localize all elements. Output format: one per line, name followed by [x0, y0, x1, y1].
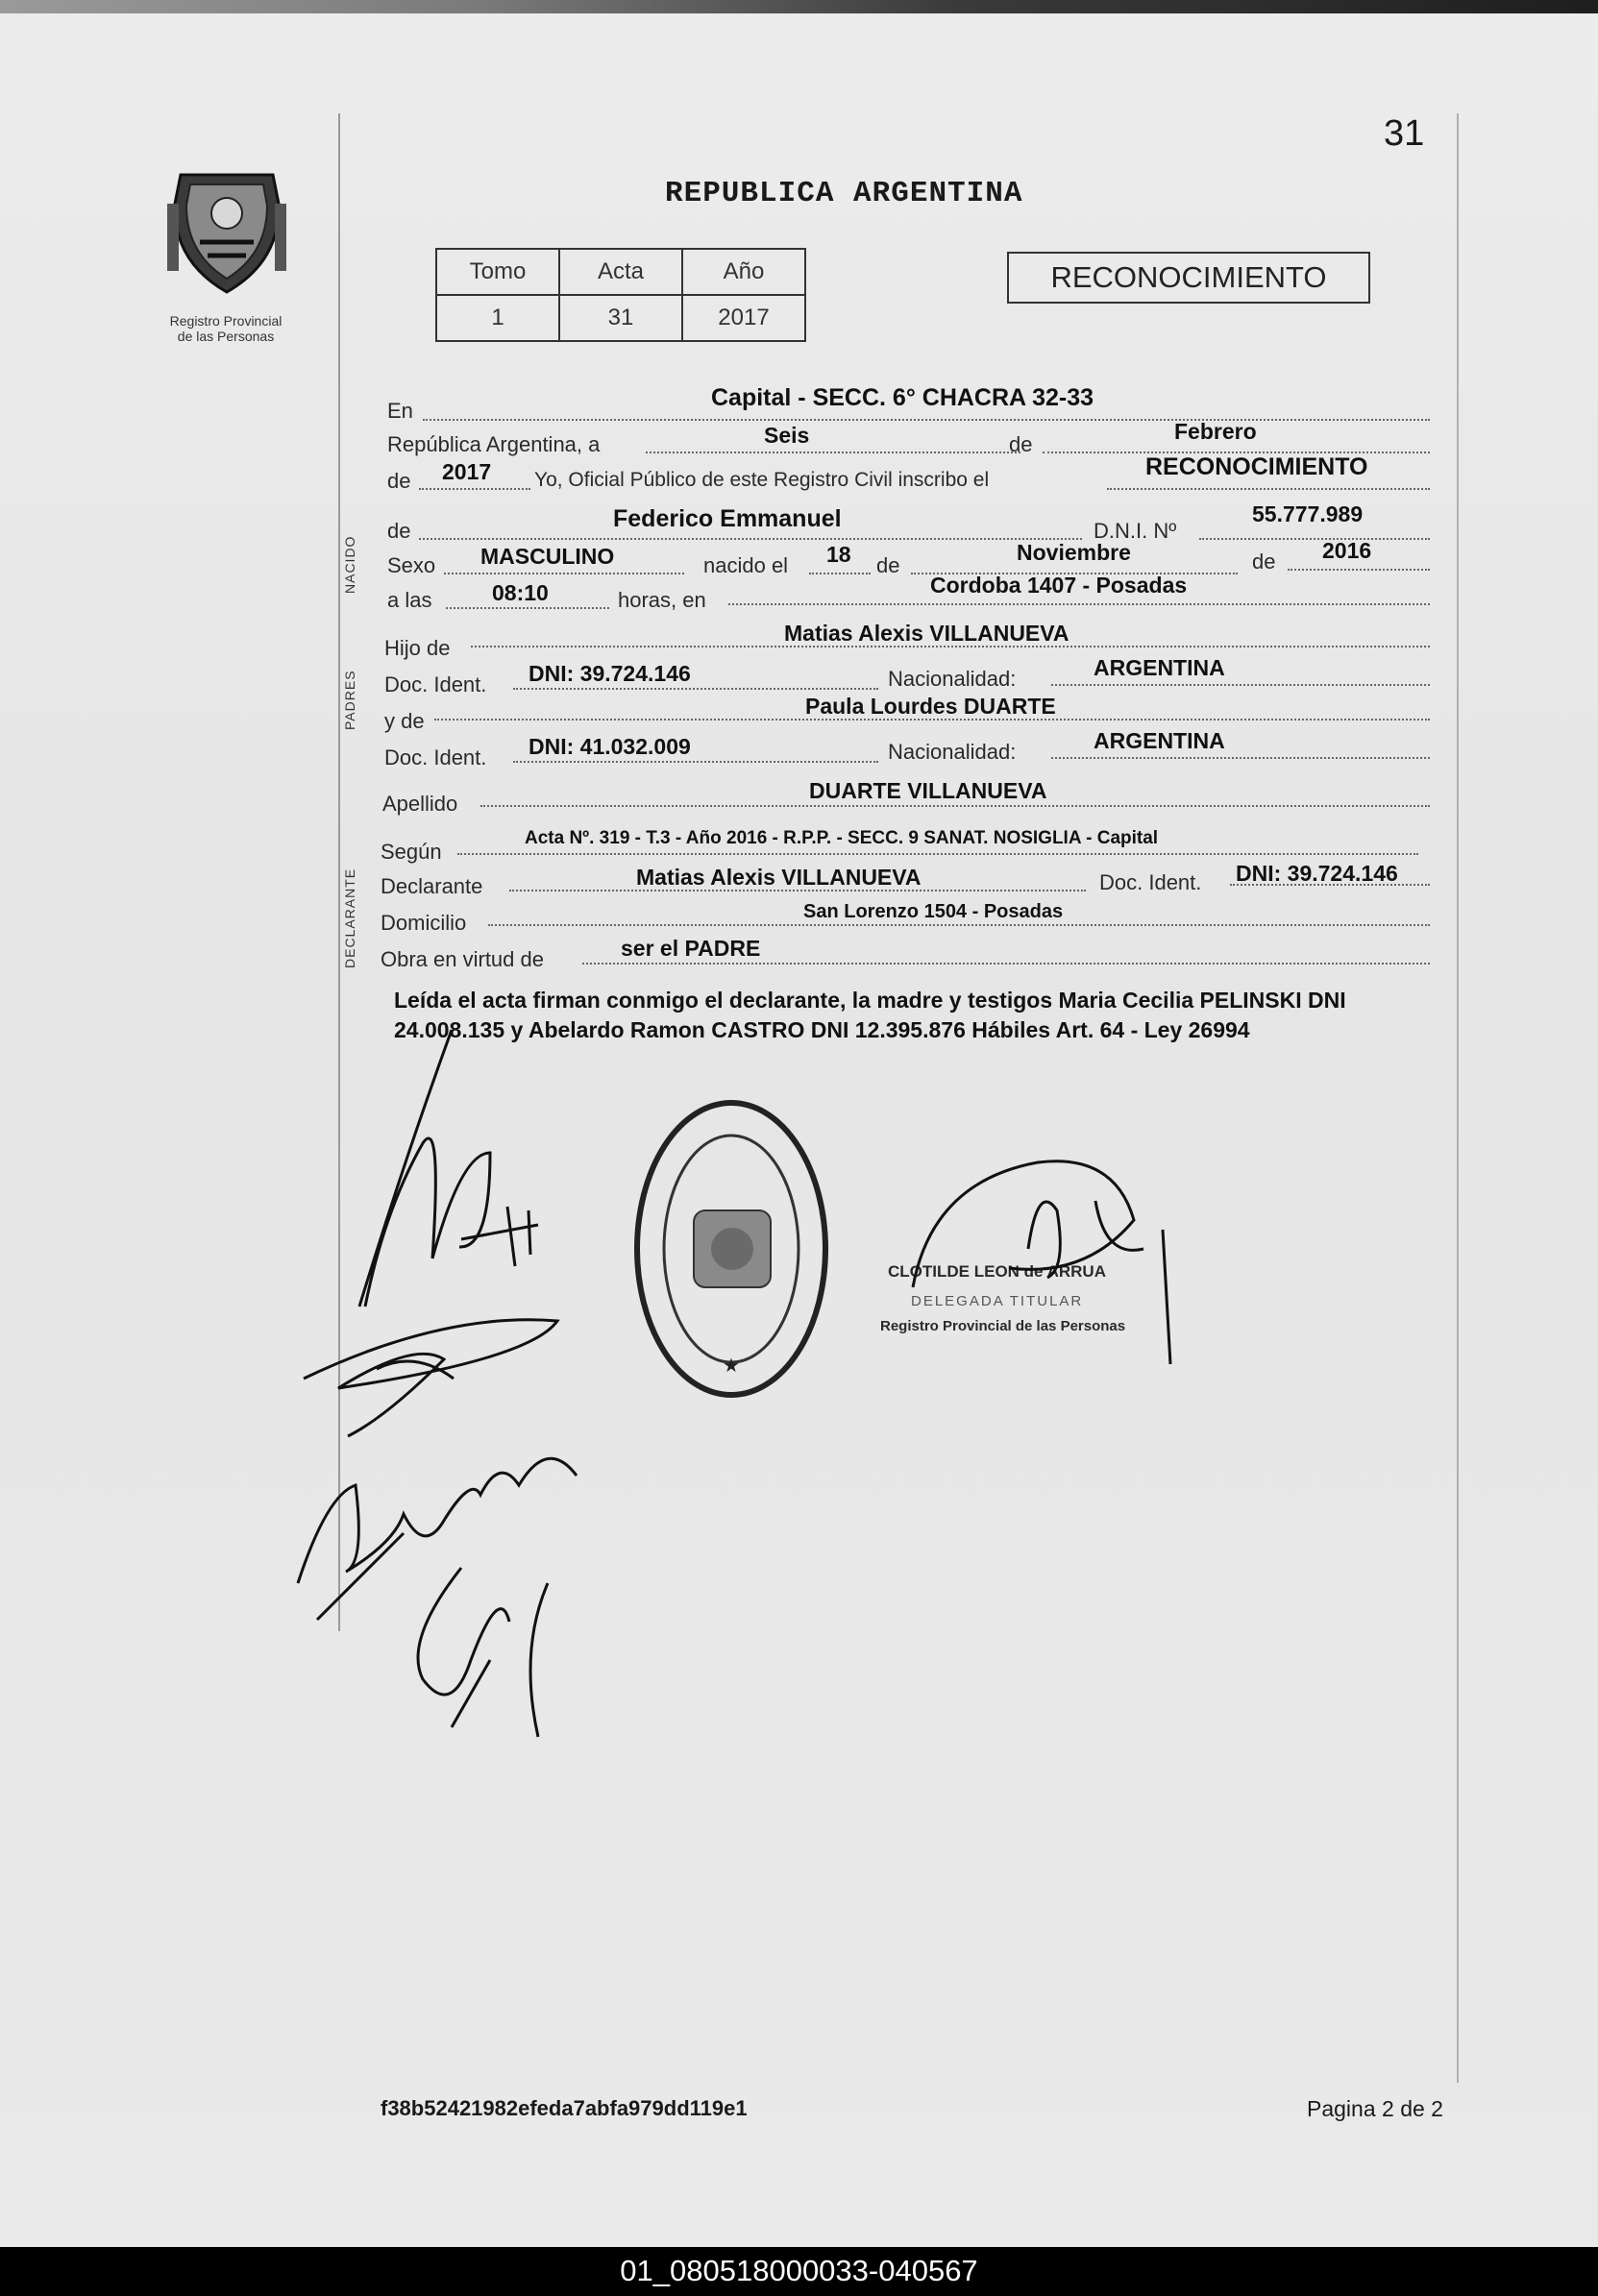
- tomo-header: Tomo: [436, 249, 559, 295]
- de-label-2: de: [387, 469, 411, 493]
- dotted-line: [728, 603, 1430, 605]
- dotted-line: [1107, 488, 1430, 490]
- file-code: 01_080518000033-040567: [620, 2254, 978, 2287]
- acta-header: Acta: [559, 249, 682, 295]
- registry-header-row: [436, 249, 805, 295]
- de-label-4: de: [876, 553, 900, 577]
- apellido-label: Apellido: [382, 792, 458, 816]
- obra-value: ser el PADRE: [621, 936, 761, 961]
- domicilio-label: Domicilio: [381, 911, 467, 935]
- y-de-label: y de: [384, 709, 425, 733]
- official-role: DELEGADA TITULAR: [911, 1293, 1084, 1309]
- declarante-doc-value: DNI: 39.724.146: [1236, 861, 1398, 886]
- anio-value: 2017: [682, 295, 805, 341]
- hour-value: 08:10: [492, 580, 549, 605]
- segun-label: Según: [381, 840, 442, 864]
- sexo-label: Sexo: [387, 553, 436, 577]
- yo-text: Yo, Oficial Público de este Registro Civil inscribo el: [534, 469, 990, 491]
- nacionalidad-label: Nacionalidad:: [888, 667, 1017, 691]
- dotted-line: [1199, 538, 1430, 540]
- de-label-3: de: [387, 519, 411, 543]
- document-title: REPUBLICA ARGENTINA: [665, 177, 1023, 210]
- anio-header: Año: [682, 249, 805, 295]
- dotted-line: [1288, 569, 1430, 571]
- birth-year-value: 2016: [1322, 538, 1372, 563]
- pagination: Pagina 2 de 2: [1307, 2096, 1443, 2121]
- padres-side-label: PADRES: [342, 670, 357, 730]
- mother-doc-value: DNI: 41.032.009: [529, 734, 691, 759]
- dotted-line: [646, 452, 1020, 453]
- father-nat-value: ARGENTINA: [1094, 655, 1225, 680]
- name-value: Federico Emmanuel: [613, 505, 842, 532]
- declarante-side-label: DECLARANTE: [342, 867, 357, 968]
- act-type-box: RECONOCIMIENTO: [1007, 252, 1370, 304]
- official-name: CLOTILDE LEON de ARRUA: [888, 1262, 1106, 1281]
- dni-label: D.N.I. Nº: [1094, 519, 1177, 543]
- domicilio-value: San Lorenzo 1504 - Posadas: [803, 901, 1064, 922]
- en-label: En: [387, 399, 413, 423]
- registry-stamp: [630, 1095, 832, 1403]
- doc-label: Doc. Ident.: [384, 672, 487, 696]
- declarante-value: Matias Alexis VILLANUEVA: [636, 865, 922, 890]
- seal-caption: Registro Provincial de las Personas: [169, 313, 283, 344]
- dotted-line: [513, 761, 878, 763]
- closing-statement: Leída el acta firman conmigo el declarante, la madre y testigos Maria Cecilia PELINSKI DNI 24.008.135 y Abelardo Ramon CASTRO DNI 12.395.876 Hábiles Art. 64 - Ley 26994: [394, 988, 1346, 1042]
- dotted-line: [419, 488, 530, 490]
- dotted-line: [1051, 684, 1430, 686]
- republica-label: República Argentina, a: [387, 432, 601, 456]
- dotted-line: [423, 419, 1430, 421]
- de-label: de: [1009, 432, 1033, 456]
- act-type-inline: RECONOCIMIENTO: [1145, 453, 1368, 480]
- registry-table: [435, 248, 806, 342]
- place-value: Capital - SECC. 6° CHACRA 32-33: [711, 384, 1094, 411]
- dotted-line: [457, 853, 1418, 855]
- surname-value: DUARTE VILLANUEVA: [809, 778, 1047, 803]
- month-value: Febrero: [1174, 419, 1257, 444]
- declarante-label: Declarante: [381, 874, 483, 898]
- declarante-signature: [346, 1018, 548, 1326]
- mother-nat-value: ARGENTINA: [1094, 728, 1225, 753]
- horas-label: horas, en: [618, 588, 706, 612]
- dni-value: 55.777.989: [1252, 501, 1364, 526]
- official-org: Registro Provincial de las Personas: [880, 1318, 1126, 1334]
- dotted-line: [1051, 757, 1430, 759]
- dotted-line: [419, 538, 1082, 540]
- doc-label-2: Doc. Ident.: [384, 745, 487, 769]
- mother-value: Paula Lourdes DUARTE: [805, 694, 1056, 719]
- nacionalidad-label-2: Nacionalidad:: [888, 740, 1017, 764]
- registry-value-row: [436, 295, 805, 341]
- declarante-doc-label: Doc. Ident.: [1099, 870, 1202, 894]
- svg-text:★: ★: [723, 1354, 740, 1377]
- dotted-line: [513, 688, 878, 690]
- segun-value: Acta Nº. 319 - T.3 - Año 2016 - R.P.P. - SECC. 9 SANAT. NOSIGLIA - Capital: [525, 828, 1159, 848]
- acta-value: 31: [559, 295, 682, 341]
- witness-signature-castro: [394, 1564, 586, 1737]
- dotted-line: [446, 607, 609, 609]
- dotted-line: [444, 573, 684, 574]
- nacido-label: nacido el: [703, 553, 789, 577]
- birth-month-value: Noviembre: [1017, 540, 1131, 565]
- dotted-line: [480, 805, 1430, 807]
- document-hash: f38b52421982efeda7abfa979dd119e1: [381, 2096, 748, 2120]
- provincial-seal-icon: [161, 165, 292, 298]
- page-number: 31: [1384, 113, 1425, 154]
- a-las-label: a las: [387, 588, 432, 612]
- father-value: Matias Alexis VILLANUEVA: [784, 621, 1069, 646]
- father-doc-value: DNI: 39.724.146: [529, 661, 691, 686]
- obra-label: Obra en virtud de: [381, 947, 544, 971]
- de-label-5: de: [1252, 550, 1276, 574]
- birth-day-value: 18: [826, 542, 851, 567]
- dotted-line: [809, 573, 871, 574]
- sexo-value: MASCULINO: [480, 544, 615, 569]
- birth-place-value: Cordoba 1407 - Posadas: [930, 573, 1188, 598]
- hijo-label: Hijo de: [384, 636, 451, 660]
- official-signature: [894, 1143, 1201, 1364]
- tomo-value: 1: [436, 295, 559, 341]
- dotted-line: [582, 963, 1430, 965]
- year-value: 2017: [442, 459, 492, 484]
- nacido-side-label: NACIDO: [342, 535, 357, 594]
- day-value: Seis: [764, 423, 810, 448]
- right-margin-line: [1457, 113, 1459, 2083]
- dotted-line: [488, 924, 1430, 926]
